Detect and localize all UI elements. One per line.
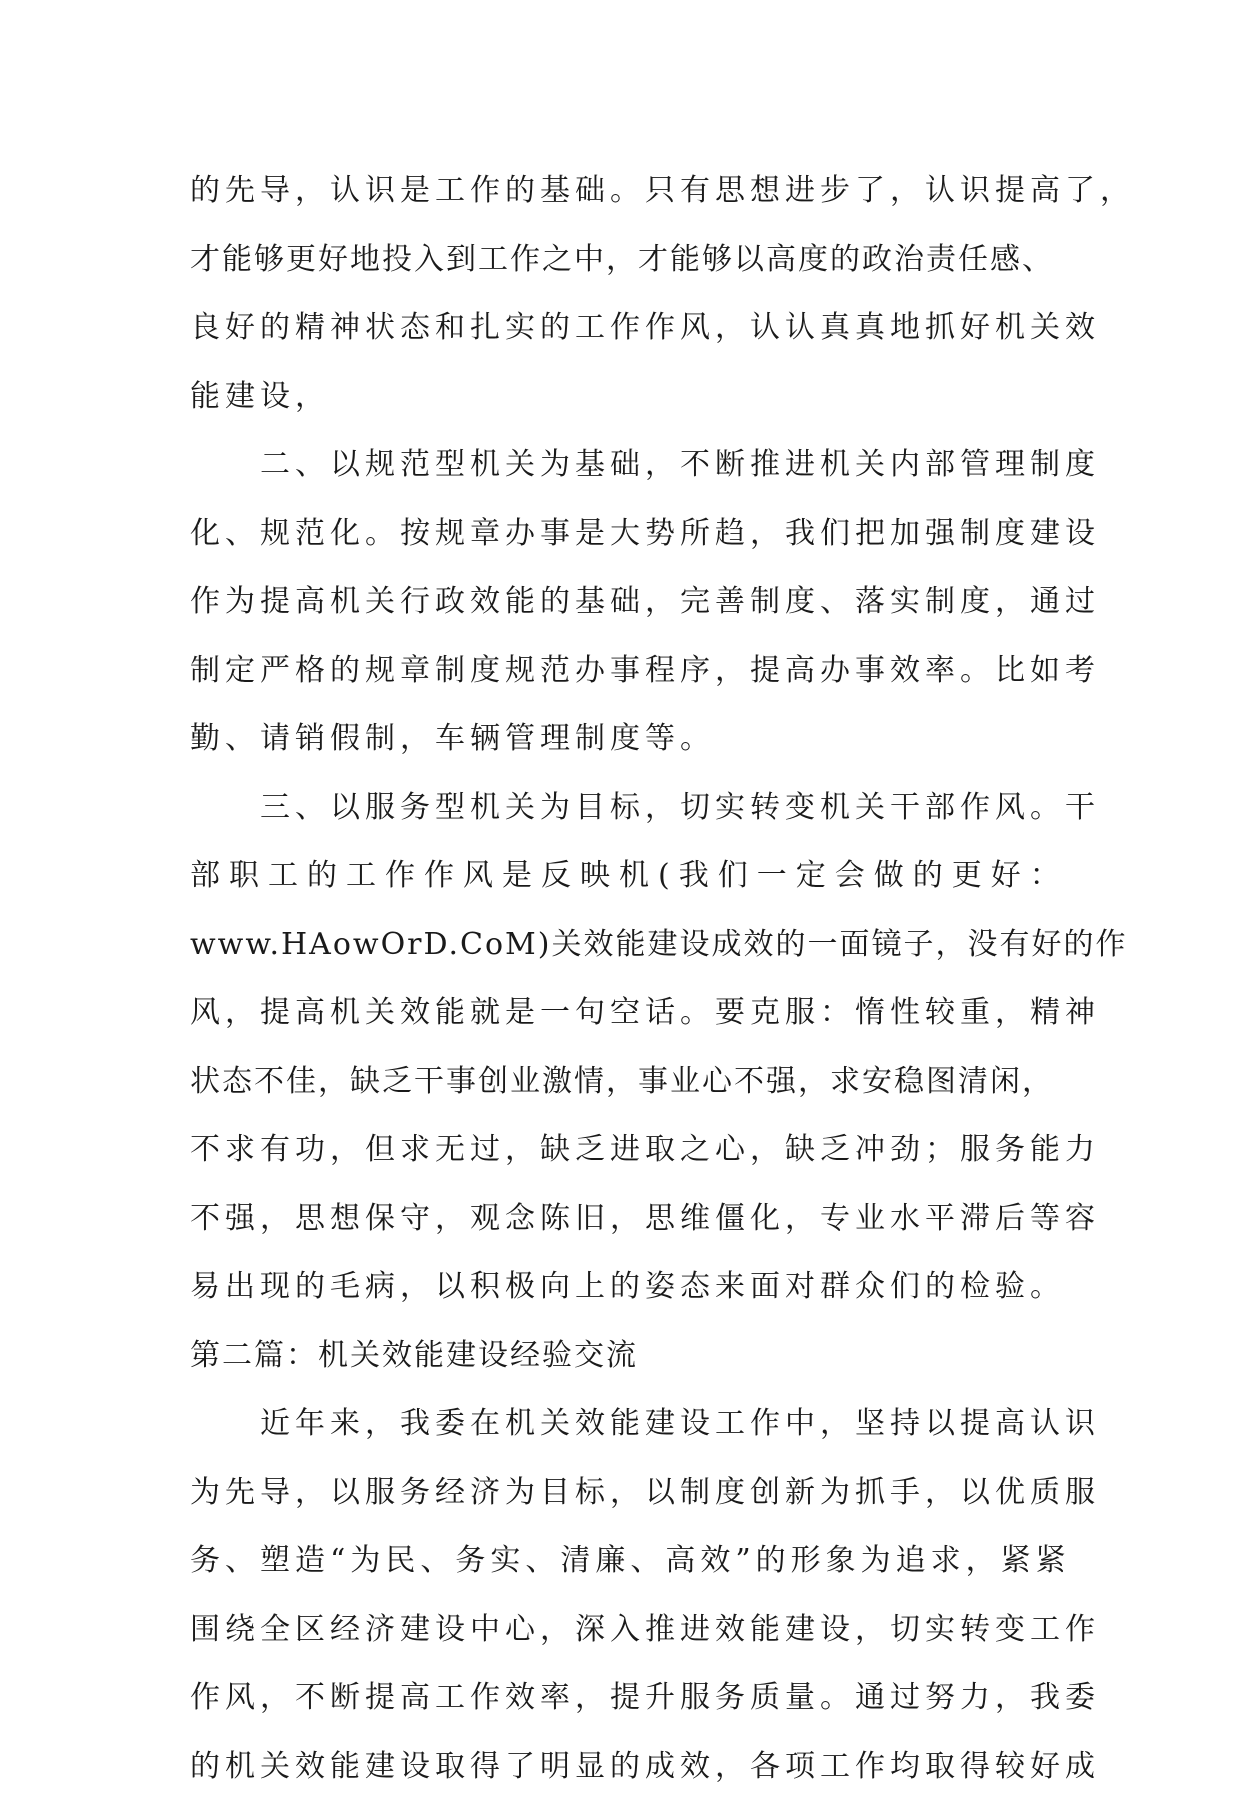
text-line: 化、规范化。按规章办事是大势所趋，我们把加强制度建设 <box>190 500 1120 569</box>
document-body <box>190 157 1120 1801</box>
text-line: 制定严格的规章制度规范办事程序，提高办事效率。比如考 <box>190 637 1120 706</box>
text-line: 不求有功，但求无过，缺乏进取之心，缺乏冲劲；服务能力 <box>190 1116 1120 1185</box>
text-line: 易出现的毛病，以积极向上的姿态来面对群众们的检验。 <box>190 1253 1120 1322</box>
text-line: 部职工的工作作风是反映机(我们一定会做的更好： <box>190 842 1120 911</box>
text-line: 风，提高机关效能就是一句空话。要克服：惰性较重，精神 <box>190 979 1120 1048</box>
text-line: 的机关效能建设取得了明显的成效，各项工作均取得较好成 <box>190 1733 1120 1801</box>
section-heading-line: 二、以规范型机关为基础，不断推进机关内部管理制度 <box>190 431 1120 500</box>
text-line: 近年来，我委在机关效能建设工作中，坚持以提高认识 <box>190 1390 1120 1459</box>
section-heading-line: 三、以服务型机关为目标，切实转变机关干部作风。干 <box>190 774 1120 843</box>
text-line: 能建设， <box>190 363 1120 432</box>
text-line: 才能够更好地投入到工作之中，才能够以高度的政治责任感、 <box>190 226 1120 295</box>
text-line: 务、塑造“为民、务实、清廉、高效”的形象为追求，紧紧 <box>190 1527 1120 1596</box>
text-line: 的先导，认识是工作的基础。只有思想进步了，认识提高了， <box>190 157 1120 226</box>
text-line: 良好的精神状态和扎实的工作作风，认认真真地抓好机关效 <box>190 294 1120 363</box>
text-line: 为先导，以服务经济为目标，以制度创新为抓手，以优质服 <box>190 1459 1120 1528</box>
text-line: 勤、请销假制，车辆管理制度等。 <box>190 705 1120 774</box>
article-title: 第二篇：机关效能建设经验交流 <box>190 1322 1120 1391</box>
text-line: 状态不佳，缺乏干事创业激情，事业心不强，求安稳图清闲， <box>190 1048 1120 1117</box>
text-line: 围绕全区经济建设中心，深入推进效能建设，切实转变工作 <box>190 1596 1120 1665</box>
text-line: 不强，思想保守，观念陈旧，思维僵化，专业水平滞后等容 <box>190 1185 1120 1254</box>
text-line: 作风，不断提高工作效率，提升服务质量。通过努力，我委 <box>190 1664 1120 1733</box>
text-line: 作为提高机关行政效能的基础，完善制度、落实制度，通过 <box>190 568 1120 637</box>
text-line: www.HAowOrD.CoM)关效能建设成效的一面镜子，没有好的作 <box>190 911 1120 980</box>
